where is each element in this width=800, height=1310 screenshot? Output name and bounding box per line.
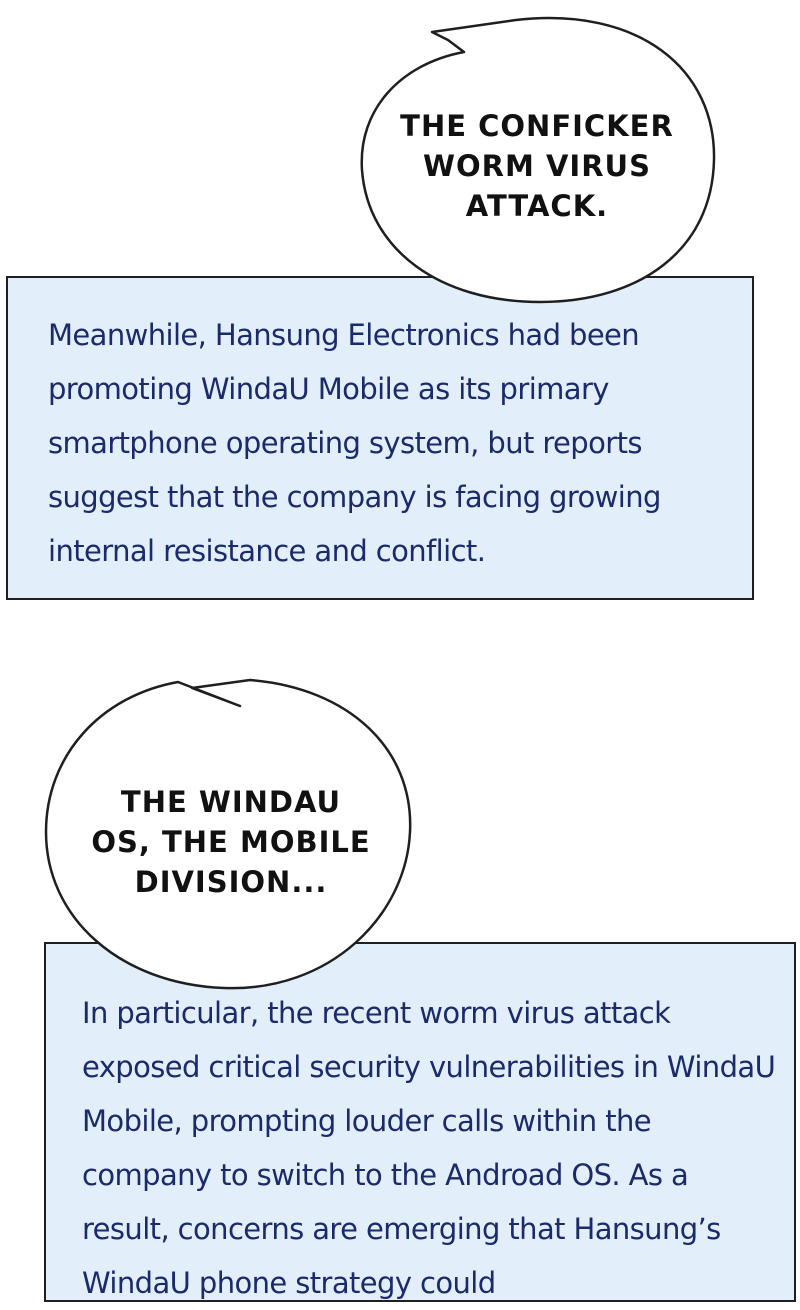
speech-line: WORM VIRUS: [423, 149, 651, 183]
speech-line: OS, THE MOBILE: [91, 825, 371, 859]
speech-line: THE WINDAU: [120, 785, 342, 819]
narration-text: In particular, the recent worm virus attack exposed critical security vulnerabilities in WindaU Mobile, prompting louder calls within the company to switch to the Androad OS. As a result, concerns are emerging that Hansung’s WindaU phone strategy could: [82, 996, 776, 1300]
speech-bubble-text: [372, 106, 702, 226]
speech-line: THE CONFICKER: [400, 109, 674, 143]
narration-text: Meanwhile, Hansung Electronics had been promoting WindaU Mobile as its primary smartphone operating system, but reports suggest that the company is facing growing internal resistance and conflict.: [48, 318, 661, 568]
speech-bubble-text: [66, 782, 396, 902]
speech-line: ATTACK.: [465, 189, 609, 223]
speech-line: DIVISION...: [134, 865, 328, 899]
